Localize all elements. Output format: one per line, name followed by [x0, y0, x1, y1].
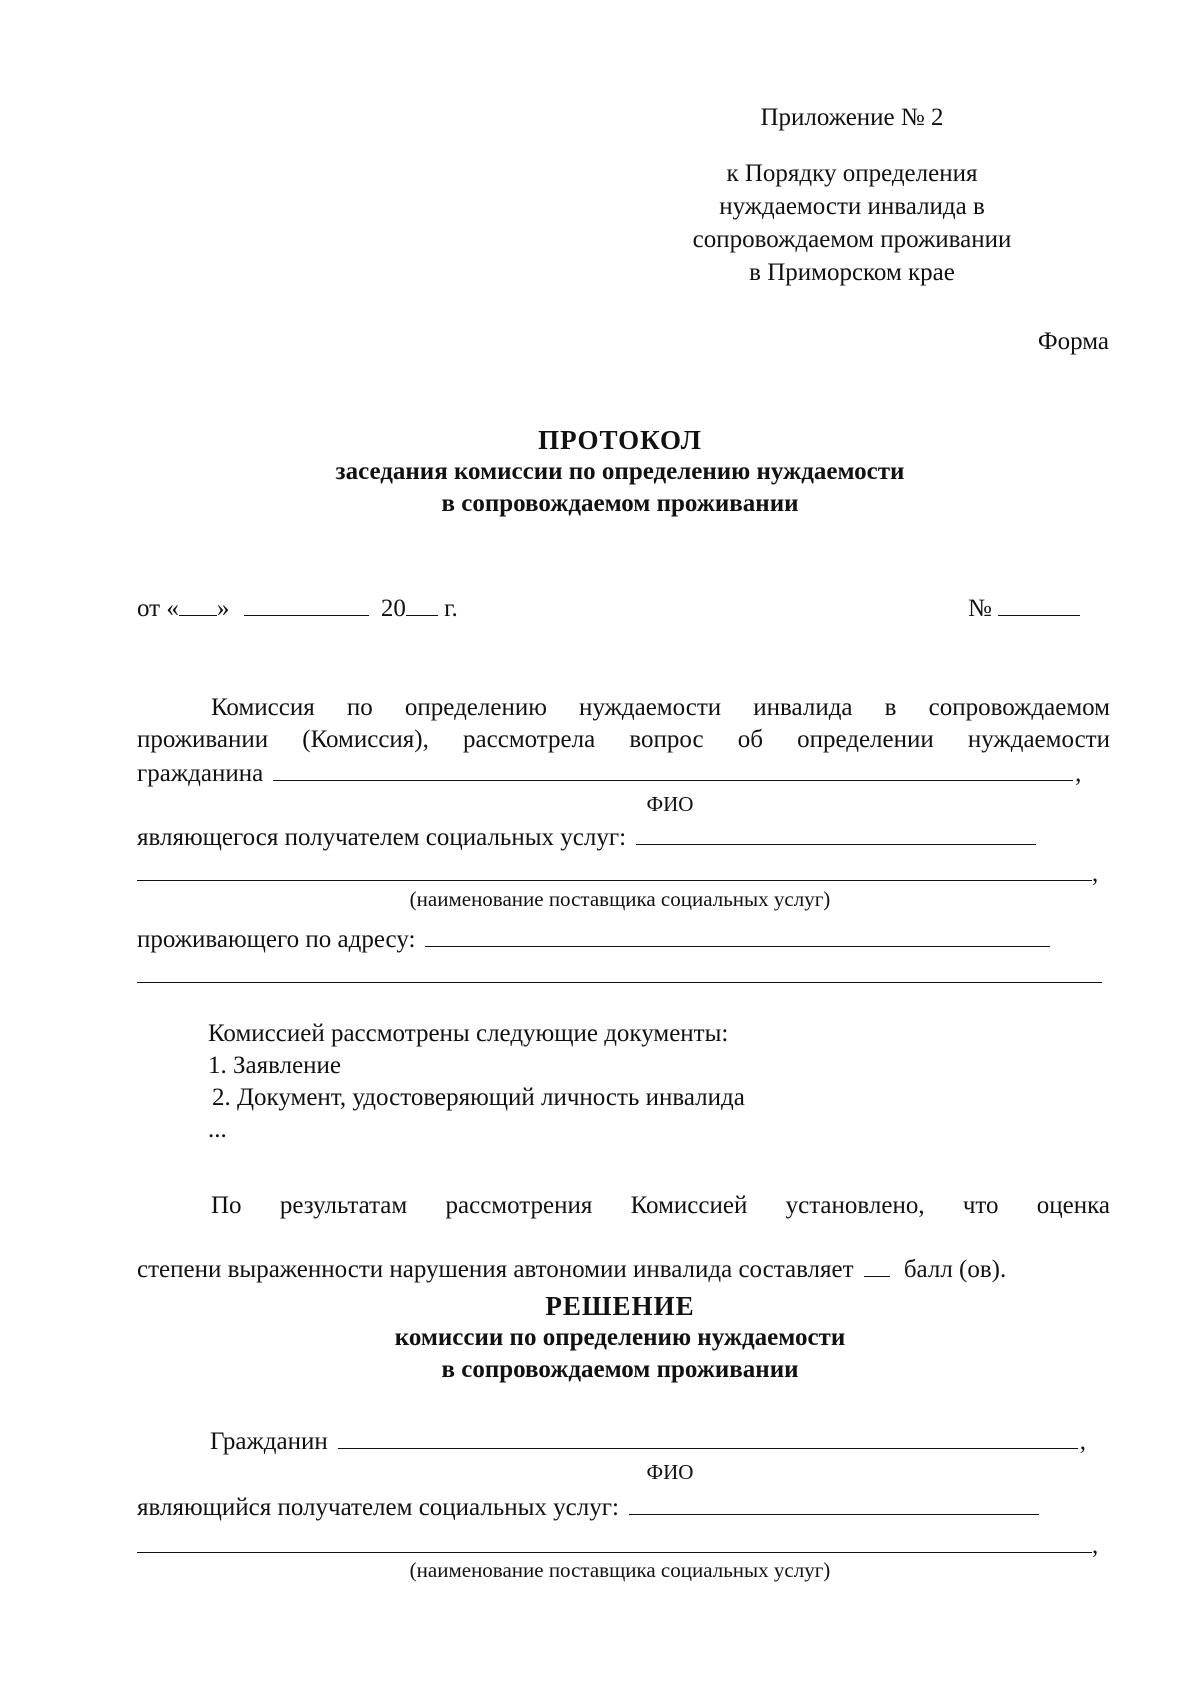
decision-citizen-label: Гражданин	[210, 1428, 328, 1455]
day-blank[interactable]	[179, 591, 217, 616]
result-line: По результатам рассмотрения Комиссией установлено, что оценка	[211, 1192, 1110, 1219]
address-label: проживающего по адресу:	[137, 926, 416, 953]
date-from-label: от «	[137, 595, 179, 622]
citizen-fio-blank[interactable]	[273, 756, 1073, 781]
score-blank[interactable]	[864, 1252, 890, 1277]
appendix-line: в Приморском крае	[749, 259, 955, 286]
recipient-row	[137, 820, 1110, 854]
protocol-number	[968, 591, 1108, 625]
recipient-blank[interactable]	[636, 820, 1036, 845]
decision-recipient-label: являющийся получателем социальных услуг:	[137, 1494, 619, 1521]
result-paragraph	[137, 1190, 1110, 1222]
decision-fio-caption: ФИО	[646, 1460, 694, 1484]
documents-intro: Комиссией рассмотрены следующие документы:	[208, 1020, 729, 1047]
date-close-quote: »	[216, 595, 230, 622]
provider-blank[interactable]	[137, 856, 1092, 881]
comma: ,	[1079, 1428, 1086, 1455]
commission-paragraph	[137, 692, 1110, 756]
appendix-line: нуждаемости инвалида в	[719, 193, 985, 220]
year-blank[interactable]	[406, 591, 438, 616]
appendix-line: к Порядку определения	[726, 160, 978, 187]
number-sign: №	[968, 595, 992, 622]
result-score-row	[137, 1252, 1110, 1286]
comma: ,	[1092, 1532, 1099, 1559]
commission-line: проживании (Комиссия), рассмотрела вопрос об определении нуждаемости	[137, 726, 1110, 753]
year-prefix: 20	[380, 595, 406, 622]
appendix-lines	[662, 158, 1042, 290]
address-row	[137, 922, 1110, 956]
address-row-2	[137, 958, 1110, 992]
fio-caption: ФИО	[646, 792, 694, 816]
result-line: степени выраженности нарушения автономии инвалида составляет	[137, 1256, 854, 1283]
decision-provider-caption: (наименование поставщика социальных услуг)	[409, 1558, 831, 1582]
protocol-subtitle: в сопровождаемом проживании	[441, 490, 799, 517]
documents-item: 2. Документ, удостоверяющий личность инвалида	[212, 1084, 745, 1111]
documents-item: 1. Заявление	[208, 1052, 342, 1079]
address-blank-2[interactable]	[137, 958, 1102, 983]
decision-provider-blank[interactable]	[137, 1528, 1092, 1553]
recipient-label: являющегося получателем социальных услуг:	[137, 824, 627, 851]
protocol-subtitle: заседания комиссии по определению нуждаемости	[335, 458, 905, 485]
citizen-row	[137, 756, 1110, 790]
documents-list	[208, 1018, 745, 1146]
appendix-number: Приложение № 2	[760, 104, 944, 131]
provider-caption: (наименование поставщика социальных услуг)	[409, 887, 831, 911]
decision-fio-blank[interactable]	[338, 1424, 1078, 1449]
result-unit: балл (ов).	[903, 1256, 1007, 1283]
comma: ,	[1092, 860, 1099, 887]
date-line	[137, 591, 1110, 625]
number-blank[interactable]	[998, 591, 1080, 616]
month-blank[interactable]	[244, 591, 369, 616]
commission-line: Комиссия по определению нуждаемости инвалида в сопровождаемом	[211, 694, 1110, 721]
address-blank[interactable]	[425, 922, 1050, 947]
decision-title: РЕШЕНИЕ	[545, 1291, 695, 1321]
documents-item: ...	[208, 1116, 227, 1143]
decision-recipient-row	[137, 1490, 1110, 1524]
protocol-title: ПРОТОКОЛ	[538, 425, 702, 455]
citizen-label: гражданина	[137, 760, 264, 787]
protocol-heading	[130, 424, 1110, 520]
year-suffix: г.	[444, 595, 458, 622]
decision-subtitle: в сопровождаемом проживании	[441, 1356, 799, 1383]
decision-citizen-row	[210, 1424, 1110, 1458]
comma: ,	[1075, 760, 1082, 787]
form-label: Форма	[1037, 328, 1109, 355]
decision-subtitle: комиссии по определению нуждаемости	[394, 1324, 846, 1351]
decision-heading	[130, 1290, 1110, 1386]
decision-recipient-blank[interactable]	[629, 1490, 1039, 1515]
appendix-line: сопровождаемом проживании	[692, 226, 1012, 253]
